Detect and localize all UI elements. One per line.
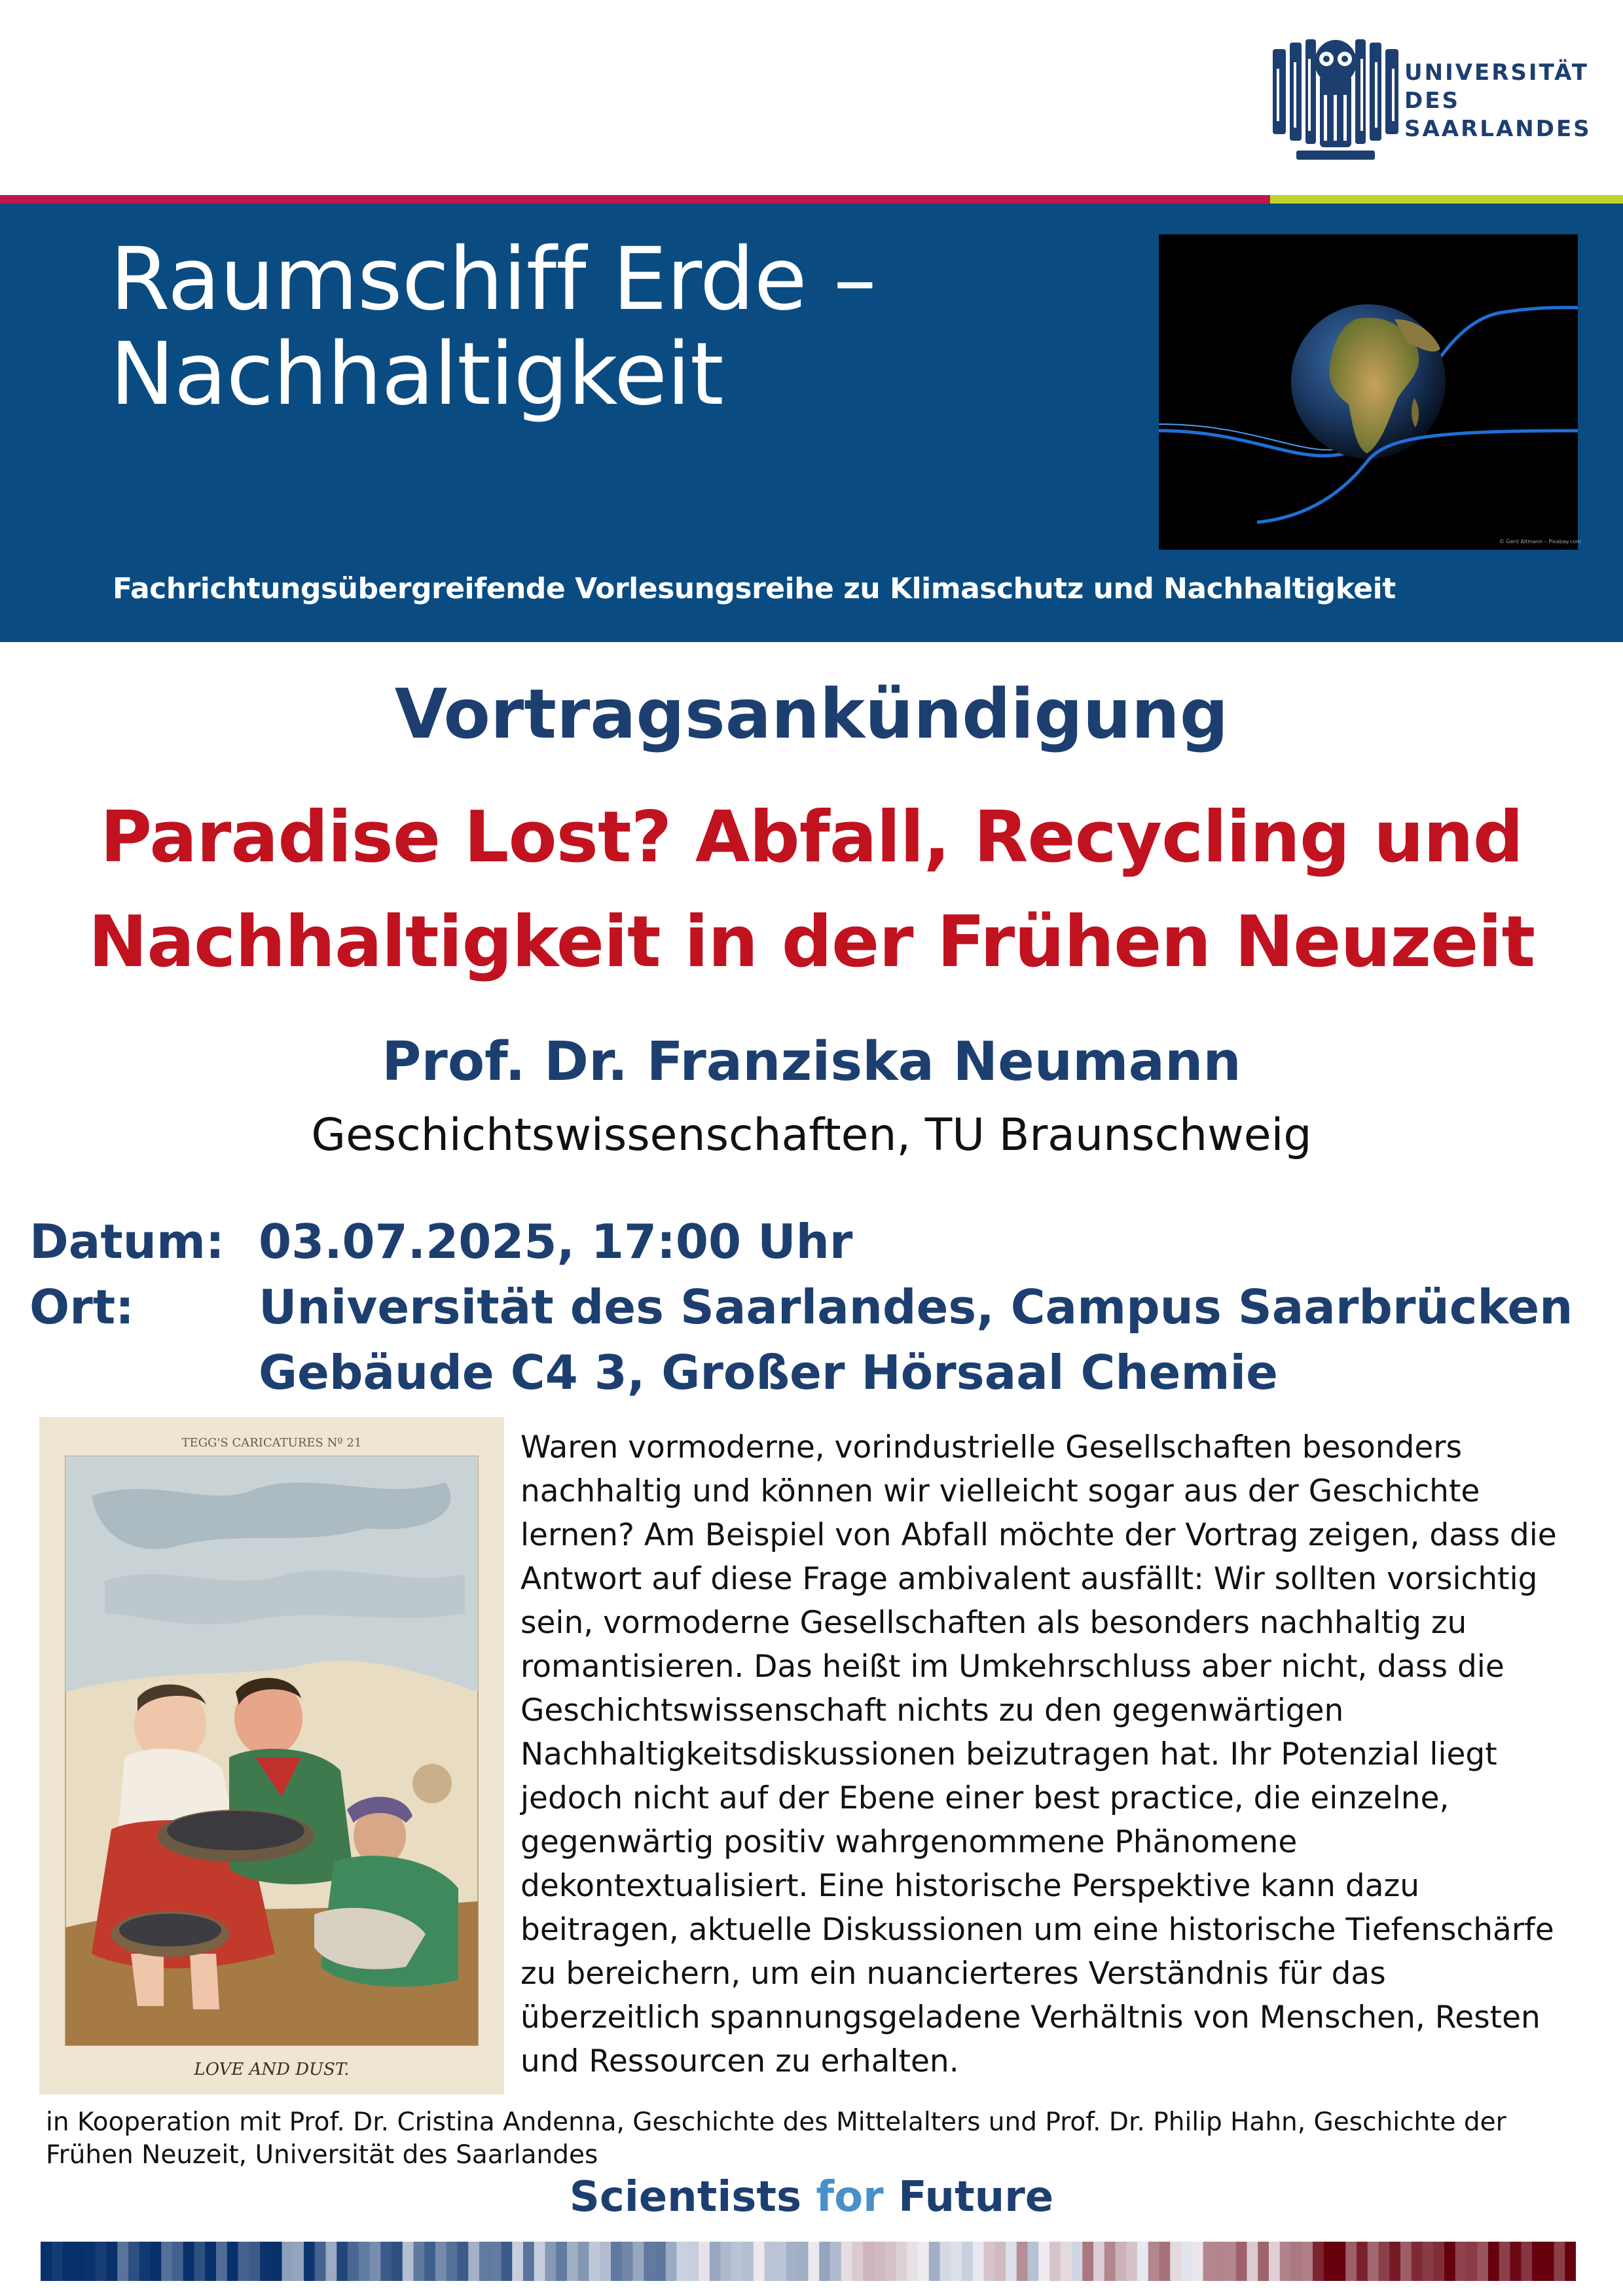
warming-stripe: [984, 2242, 995, 2281]
warming-stripe: [940, 2242, 951, 2281]
warming-stripe: [1521, 2242, 1532, 2281]
warming-stripe: [183, 2242, 194, 2281]
warming-stripe: [1554, 2242, 1565, 2281]
logo-line: SAARLANDES: [1404, 116, 1592, 142]
warming-stripe: [479, 2242, 490, 2281]
warming-stripe: [1335, 2242, 1346, 2281]
abstract-line: Nachhaltigkeitsdiskussionen beizutragen hat. Ihr Potenzial liegt: [520, 1736, 1497, 1772]
warming-stripe: [1433, 2242, 1444, 2281]
warming-stripe: [117, 2242, 128, 2281]
speaker-name: Prof. Dr. Franziska Neumann: [382, 1031, 1241, 1093]
caricature-illustration: [39, 1417, 504, 2094]
talk-title-line: Paradise Lost? Abfall, Recycling und: [100, 797, 1523, 878]
abstract-line: jedoch nicht auf der Ebene einer best practice, die einzelne,: [520, 1780, 1450, 1816]
warming-stripe: [1104, 2242, 1116, 2281]
warming-stripe: [227, 2242, 238, 2281]
warming-stripe: [216, 2242, 227, 2281]
warming-stripe: [1225, 2242, 1236, 2281]
cooperation-note: [46, 2106, 1611, 2172]
warming-stripe: [73, 2242, 84, 2281]
warming-stripe: [1072, 2242, 1083, 2281]
warming-stripe: [754, 2242, 765, 2281]
warming-stripe: [282, 2242, 293, 2281]
warming-stripe: [1017, 2242, 1028, 2281]
warming-stripe: [1499, 2242, 1510, 2281]
abstract-line: sein, vormoderne Gesellschaften als besonders nachhaltig zu: [520, 1605, 1467, 1641]
talk-title: [0, 785, 1623, 995]
warming-stripe: [1510, 2242, 1522, 2281]
warming-stripe: [1565, 2242, 1576, 2281]
warming-stripe: [96, 2242, 107, 2281]
warming-stripe: [896, 2242, 907, 2281]
accent-bar-red: [0, 195, 1270, 204]
warming-stripe: [600, 2242, 611, 2281]
warming-stripe: [1477, 2242, 1488, 2281]
warming-stripe: [1389, 2242, 1400, 2281]
warming-stripe: [1357, 2242, 1368, 2281]
s4f-word: Future: [898, 2173, 1054, 2221]
abstract-line: Antwort auf diese Frage ambivalent ausfällt: Wir sollten vorsichtig: [520, 1561, 1538, 1597]
image-credit: © Gerd Altmann – Pixabay.com: [1499, 539, 1581, 545]
warming-stripe: [534, 2242, 545, 2281]
caricature-drawing: [39, 1417, 504, 2094]
warming-stripe: [172, 2242, 183, 2281]
announcement-heading: Vortragsankündigung: [394, 674, 1229, 754]
abstract-line: dekontextualisiert. Eine historische Perspektive kann dazu: [520, 1868, 1419, 1904]
warming-stripe: [63, 2242, 74, 2281]
warming-stripe: [699, 2242, 710, 2281]
abstract-line: Geschichtswissenschaft nichts zu den gegenwärtigen: [520, 1693, 1344, 1729]
warming-stripe: [337, 2242, 348, 2281]
warming-stripe: [315, 2242, 326, 2281]
warming-stripe: [1148, 2242, 1159, 2281]
s4f-word: for: [816, 2173, 884, 2221]
warming-stripe: [326, 2242, 337, 2281]
warming-stripe: [765, 2242, 776, 2281]
warming-stripe: [994, 2242, 1006, 2281]
warming-stripe: [863, 2242, 874, 2281]
warming-stripe: [611, 2242, 622, 2281]
warming-stripe: [1302, 2242, 1313, 2281]
warming-stripe: [622, 2242, 633, 2281]
warming-stripe: [1247, 2242, 1258, 2281]
warming-stripe: [1082, 2242, 1093, 2281]
warming-stripe: [567, 2242, 578, 2281]
warming-stripe: [1159, 2242, 1171, 2281]
cooperation-line: Frühen Neuzeit, Universität des Saarlandes: [46, 2140, 598, 2170]
warming-stripe: [951, 2242, 962, 2281]
warming-stripe: [885, 2242, 896, 2281]
location-label: Ort:: [29, 1280, 134, 1335]
location-line-1: Universität des Saarlandes, Campus Saarbrücken: [259, 1280, 1573, 1335]
warming-stripe: [1214, 2242, 1225, 2281]
caption-top: TEGG'S CARICATURES Nº 21: [181, 1436, 362, 1450]
caption-bottom: LOVE AND DUST.: [194, 2060, 350, 2079]
date-label: Datum:: [29, 1214, 225, 1269]
warming-stripe: [380, 2242, 392, 2281]
warming-stripe: [852, 2242, 864, 2281]
warming-stripe: [589, 2242, 600, 2281]
warming-stripe: [666, 2242, 677, 2281]
warming-stripe: [1006, 2242, 1017, 2281]
abstract-line: lernen? Am Beispiel von Abfall möchte der Vortrag zeigen, dass die: [520, 1517, 1557, 1553]
warming-stripe: [841, 2242, 852, 2281]
warming-stripe: [139, 2242, 151, 2281]
warming-stripe: [1269, 2242, 1280, 2281]
warming-stripe: [52, 2242, 63, 2281]
abstract-text: [520, 1426, 1607, 2083]
warming-stripe: [1368, 2242, 1379, 2281]
warming-stripe: [742, 2242, 754, 2281]
warming-stripe: [1192, 2242, 1203, 2281]
warming-stripe: [293, 2242, 304, 2281]
cooperation-line: in Kooperation mit Prof. Dr. Cristina Andenna, Geschichte des Mittelalters und Prof. Dr. Philip Hahn, Geschichte der: [46, 2108, 1506, 2137]
abstract-line: gegenwärtig positiv wahrgenommene Phänomene: [520, 1824, 1298, 1860]
warming-stripe: [1061, 2242, 1072, 2281]
warming-stripe: [1280, 2242, 1291, 2281]
earth-image: [1159, 234, 1578, 550]
warming-stripe: [918, 2242, 929, 2281]
warming-stripe: [1093, 2242, 1104, 2281]
warming-stripe: [797, 2242, 809, 2281]
warming-stripe: [205, 2242, 216, 2281]
warming-stripe: [874, 2242, 885, 2281]
warming-stripe: [41, 2242, 52, 2281]
warming-stripe: [545, 2242, 556, 2281]
series-title: [110, 229, 1105, 425]
warming-stripe: [1181, 2242, 1192, 2281]
abstract-line: zu bereichern, um ein nuancierteres Verständnis für das: [520, 1956, 1386, 1992]
warming-stripe: [556, 2242, 567, 2281]
warming-stripe: [271, 2242, 282, 2281]
abstract-line: Waren vormoderne, vorindustrielle Gesellschaften besonders: [520, 1429, 1463, 1465]
warming-stripe: [1412, 2242, 1423, 2281]
warming-stripe: [392, 2242, 403, 2281]
warming-stripe: [468, 2242, 479, 2281]
warming-stripe: [677, 2242, 688, 2281]
accent-bar-lime: [1270, 195, 1623, 204]
warming-stripe: [512, 2242, 523, 2281]
warming-stripe: [1203, 2242, 1214, 2281]
abstract-line: nachhaltig und können wir vielleicht sogar aus der Geschichte: [520, 1473, 1480, 1509]
warming-stripe: [786, 2242, 797, 2281]
warming-stripe: [1423, 2242, 1434, 2281]
warming-stripe: [809, 2242, 820, 2281]
warming-stripe: [633, 2242, 644, 2281]
warming-stripe: [260, 2242, 271, 2281]
warming-stripe: [1444, 2242, 1455, 2281]
warming-stripe: [348, 2242, 359, 2281]
abstract-line: und Ressourcen zu erhalten.: [520, 2043, 959, 2079]
warming-stripe: [490, 2242, 501, 2281]
warming-stripe: [578, 2242, 589, 2281]
warming-stripe: [304, 2242, 315, 2281]
warming-stripe: [424, 2242, 435, 2281]
warming-stripe: [687, 2242, 699, 2281]
warming-stripe: [1345, 2242, 1357, 2281]
warming-stripe: [238, 2242, 249, 2281]
warming-stripe: [1543, 2242, 1554, 2281]
warming-stripe: [1488, 2242, 1499, 2281]
warming-stripe: [151, 2242, 162, 2281]
abstract-line: beitragen, aktuelle Diskussionen um eine historische Tiefenschärfe: [520, 1912, 1554, 1948]
warming-stripe: [359, 2242, 370, 2281]
warming-stripe: [731, 2242, 742, 2281]
warming-stripe: [1116, 2242, 1127, 2281]
talk-title-line: Nachhaltigkeit in der Frühen Neuzeit: [88, 901, 1535, 983]
warming-stripe: [1324, 2242, 1335, 2281]
warming-stripe: [194, 2242, 206, 2281]
warming-stripe: [84, 2242, 96, 2281]
warming-stripe: [830, 2242, 841, 2281]
warming-stripe: [1467, 2242, 1478, 2281]
logo-line: DES: [1404, 88, 1460, 114]
warming-stripe: [128, 2242, 139, 2281]
warming-stripe: [1126, 2242, 1137, 2281]
warming-stripe: [1170, 2242, 1181, 2281]
series-title-line: Nachhaltigkeit: [110, 324, 723, 425]
location-line-2: Gebäude C4 3, Großer Hörsaal Chemie: [259, 1345, 1278, 1400]
series-title-line: Raumschiff Erde –: [110, 229, 876, 330]
warming-stripe: [1379, 2242, 1390, 2281]
warming-stripe: [501, 2242, 513, 2281]
warming-stripe: [1313, 2242, 1324, 2281]
warming-stripe: [1137, 2242, 1148, 2281]
speaker-affiliation: Geschichtswissenschaften, TU Braunschweig: [311, 1109, 1312, 1161]
warming-stripe: [403, 2242, 414, 2281]
warming-stripe: [458, 2242, 469, 2281]
warming-stripe: [775, 2242, 786, 2281]
series-subtitle: Fachrichtungsübergreifende Vorlesungsreihe zu Klimaschutz und Nachhaltigkeit: [113, 572, 1396, 605]
warming-stripe: [435, 2242, 447, 2281]
warming-stripe: [1400, 2242, 1412, 2281]
logo-line: UNIVERSITÄT: [1404, 60, 1589, 86]
warming-stripe: [721, 2242, 732, 2281]
warming-stripe: [249, 2242, 260, 2281]
warming-stripe: [710, 2242, 721, 2281]
warming-stripe: [1258, 2242, 1269, 2281]
university-name: [1404, 59, 1592, 143]
abstract-line: überzeitlich spannungsgeladene Verhältnis von Menschen, Resten: [520, 2000, 1541, 2036]
warming-stripe: [1291, 2242, 1302, 2281]
warming-stripe: [1049, 2242, 1061, 2281]
s4f-word: Scientists: [569, 2173, 802, 2221]
warming-stripe: [644, 2242, 655, 2281]
abstract-line: romantisieren. Das heißt im Umkehrschluss aber nicht, dass die: [520, 1649, 1504, 1685]
warming-stripe: [1236, 2242, 1247, 2281]
warming-stripe: [1028, 2242, 1039, 2281]
warming-stripe: [655, 2242, 666, 2281]
warming-stripe: [414, 2242, 425, 2281]
warming-stripe: [907, 2242, 918, 2281]
warming-stripe: [929, 2242, 940, 2281]
date-value: 03.07.2025, 17:00 Uhr: [259, 1214, 853, 1269]
warming-stripe: [973, 2242, 984, 2281]
warming-stripe: [1532, 2242, 1543, 2281]
warming-stripes: [41, 2242, 1576, 2281]
warming-stripe: [447, 2242, 458, 2281]
earth-illustration: [1159, 234, 1578, 550]
warming-stripe: [819, 2242, 830, 2281]
warming-stripe: [1038, 2242, 1049, 2281]
warming-stripe: [107, 2242, 118, 2281]
warming-stripe: [370, 2242, 381, 2281]
warming-stripe: [1455, 2242, 1467, 2281]
warming-stripe: [962, 2242, 973, 2281]
scientists-for-future-logo: [0, 2173, 1623, 2221]
warming-stripe: [161, 2242, 172, 2281]
warming-stripe: [523, 2242, 534, 2281]
